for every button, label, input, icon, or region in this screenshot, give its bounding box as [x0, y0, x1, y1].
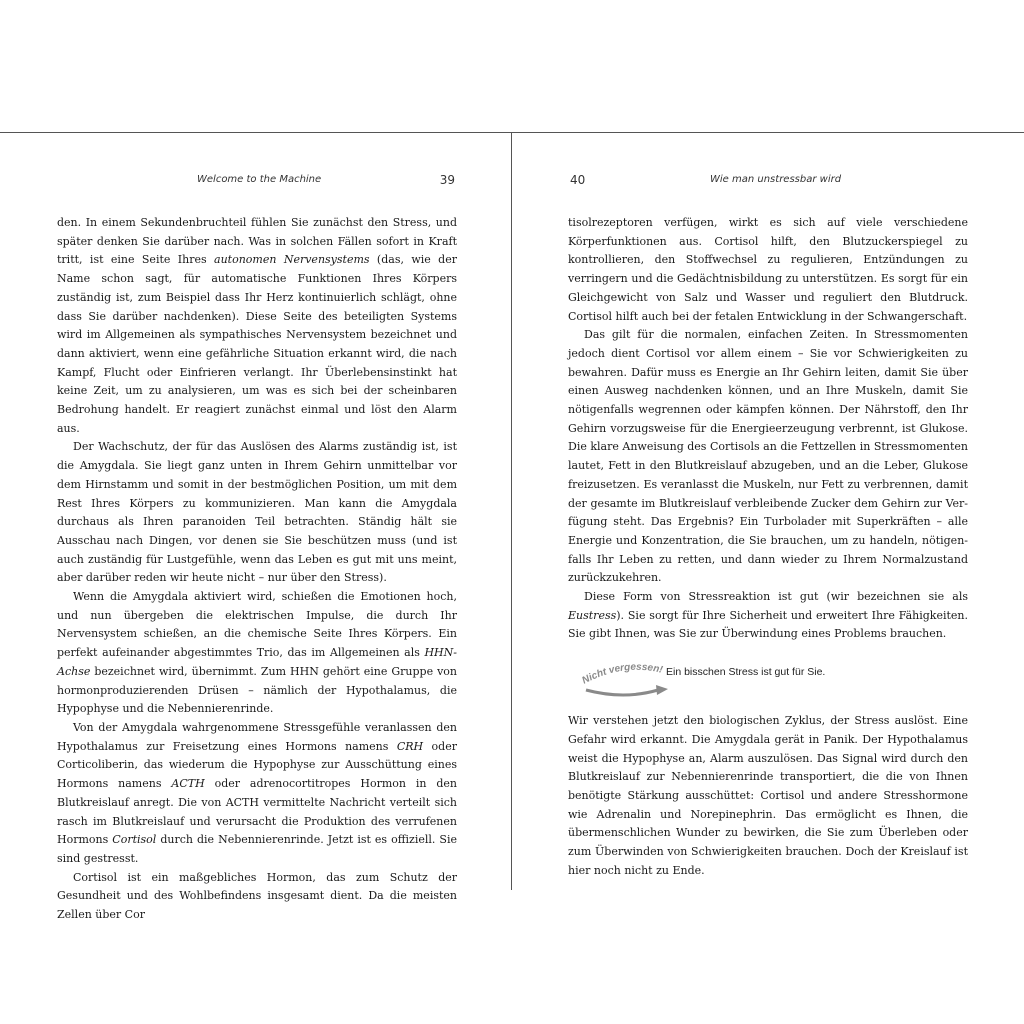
right-body-text-before [568, 214, 968, 644]
right-paragraph [568, 326, 968, 588]
right-page [568, 170, 968, 881]
italic-term: CRH [396, 739, 424, 753]
italic-term: Eustress [568, 608, 617, 622]
text-run: Wenn die Amygdala aktiviert wird, schießen die Emotionen hoch, und nun übergeben die elektrischen Impulse, die durch Ihr Nervensystem schießen, an die chemische Seite Ihres Körpers. Ein perfekt aufeinander abgestimmtes Trio, das im Allgemeinen als [57, 590, 457, 660]
left-paragraph [57, 869, 457, 925]
text-run: oder adrenocortitropes Hormon in den Blutkreislauf anregt. Die von ACTH vermittelte Nachricht verteilt sich rasch im Blutkreislauf und verursacht die Produktion des verrufenen Hormons [57, 777, 457, 847]
left-running-head [57, 170, 457, 190]
text-run: Wir verstehen jetzt den biologischen Zyklus, der Stress auslöst. Eine Gefahr wird erkannt. Die Amygdala gerät in Panik. Der Hypothalamus weist die Hypophyse an, Alarm auszulösen. Das Signal wird durch den Blutkreislauf zur Nebennierenrinde transportiert, die die von Ihnen benötigte Stärkung ausschüttet: Cortisol und andere Stresshormone wie Adrenalin und Norepinephrin. Das ermöglicht es Ihnen, die übermenschlichen Wunder zu bewirken, die Sie zum Überleben oder zum Überwinden von Schwierigkeiten brauchen. Doch der Kreislauf ist hier noch nicht zu Ende. [568, 714, 968, 877]
left-paragraph [57, 214, 457, 438]
right-paragraph [568, 712, 968, 880]
text-run: ). Sie sorgt für Ihre Sicherheit und erweitert Ihre Fähigkeiten. Sie gibt Ihnen, was Sie zur Überwindung eines Problems brauchen. [568, 608, 968, 641]
text-run: durch die Nebennierenrinde. Jetzt ist es offiziell. Sie sind gestresst. [57, 833, 457, 865]
text-run: tisolrezeptoren verfügen, wirkt es sich auf viele verschiedene Körperfunktionen aus. Cortisol hilft, den Blutzuckerspiegel zu kontrollieren, den Stoffwechsel zu regulieren, Entzündungen zu verringern und die Gedächtnisbildung zu unterstützen. Es sorgt für ein Gleichgewicht von Salz und Wasser und reguliert den Blutdruck. Cortisol hilft auch bei der fetalen Entwicklung in der Schwangerschaft. [568, 216, 968, 323]
reminder-arrow-icon [578, 660, 670, 700]
book-spine-divider [511, 132, 512, 890]
text-run: (das, wie der Name schon sagt, für automatische Funktionen Ihres Körpers zuständig ist, zum Beispiel dass Ihr Herz kontinuierlich schlägt, ohne dass Sie darüber nachdenken). Diese Seite des beteiligten Systems wird im Allgemeinen als sympathisches Nervensystem bezeichnet und dann aktiviert, wenn eine gefährliche Situation erkannt wird, die nach Kampf, Flucht oder Einfrieren verlangt. Ihr Überlebensinstinkt hat keine Zeit, um zu analysieren, um was es sich bei der scheinbaren Bedrohung handelt. Er reagiert zunächst einmal und löst den Alarm aus. [57, 253, 457, 435]
reminder-arrow-stroke [586, 690, 658, 695]
left-paragraph [57, 438, 457, 588]
text-run: Das gilt für die normalen, einfachen Zeiten. In Stressmomenten jedoch dient Cortisol vor allem einem – Sie vor Schwierigkeiten zu bewahren. Dafür muss es Energie an Ihr Gehirn leiten, damit Sie über einen Ausweg nachdenken können, und an Ihre Muskeln, damit Sie nötigenfalls wegrennen oder kämpfen können. Der Nährstoff, den Ihr Gehirn vorzugsweise für die Energieerzeugung verbrennt, ist Glukose. Die klare Anweisung des Cortisols an die Fettzellen in Stressmomenten lautet, Fett in den Blutkreislauf abzugeben, und an die Leber, Glukose freizusetzen. Es veranlasst die Muskeln, nur Fett zu verbrennen, damit der gesamte im Blutkreislauf verbleibende Zucker dem Gehirn zur Verfügung steht. Das Ergebnis? Ein Turbolader mit Superkräften – alle Energie und Konzentration, die Sie brauchen, um zu handeln, nötigenfalls Ihr Leben zu retten, und dann wieder zu Ihrem Normalzustand zurückzukehren. [568, 328, 968, 585]
reminder-badge-text: Nicht vergessen! [580, 661, 664, 687]
text-run: Cortisol ist ein maßgebliches Hormon, das zum Schutz der Gesundheit und des Wohlbefindens insgesamt dient. Da die meisten Zellen über Cor [57, 870, 457, 922]
text-run: Diese Form von Stressreaktion ist gut (wir bezeichnen sie als [584, 590, 968, 604]
italic-term: autonomen Nervensystems [214, 253, 370, 267]
left-running-title: Welcome to the Machine [197, 174, 322, 185]
right-page-number: 40 [570, 173, 586, 187]
left-paragraph [57, 588, 457, 719]
italic-term: Cortisol [112, 833, 157, 847]
left-body-text [57, 214, 457, 925]
text-run: oder Corticoliberin, das wiederum die Hypophyse zur Ausschüttung eines Hormons namens [57, 739, 457, 791]
reminder-callout [568, 660, 968, 700]
right-body-text-after [568, 712, 968, 880]
right-paragraph [568, 588, 968, 644]
text-run: den. In einem Sekundenbruchteil fühlen Sie zunächst den Stress, und später denken Sie darüber nach. Was in solchen Fällen sofort in Kraft tritt, ist eine Seite Ihres [57, 216, 457, 267]
left-page-number: 39 [439, 173, 455, 187]
right-running-title: Wie man unstressbar wird [710, 174, 842, 185]
reminder-text: Ein bisschen Stress ist gut für Sie. [666, 666, 826, 679]
right-paragraph [568, 214, 968, 326]
text-run: Der Wachschutz, der für das Auslösen des Alarms zuständig ist, ist die Amygdala. Sie liegt ganz unten in Ihrem Gehirn unmittelbar vor dem Hirnstamm und somit in der bestmöglichen Position, um mit dem Rest Ihres Körpers zu kommunizieren. Man kann die Amygdala durchaus als Ihren paranoiden Teil betrachten. Ständig hält sie Ausschau nach Dingen, vor denen sie Sie beschützen muss (und ist auch zuständig für Lustgefühle, wenn das Leben es gut mit uns meint, aber darüber reden wir heute nicht – nur über den Stress). [57, 440, 457, 585]
right-running-head [568, 170, 968, 190]
left-page [57, 170, 457, 925]
text-run: Von der Amygdala wahrgenommene Stressgefühle veranlassen den Hypothalamus zur Freisetzung eines Hormons namens [57, 720, 457, 753]
italic-term: ACTH [171, 777, 205, 791]
left-paragraph [57, 719, 457, 869]
top-rule [0, 132, 1024, 133]
reminder-arrow-head [656, 685, 668, 695]
italic-term: HHN-Achse [57, 646, 457, 678]
text-run: bezeichnet wird, übernimmt. Zum HHN gehört eine Gruppe von hormonproduzierenden Drüsen – nämlich der Hypothalamus, die Hypophyse und die Nebennierenrinde. [57, 664, 457, 716]
